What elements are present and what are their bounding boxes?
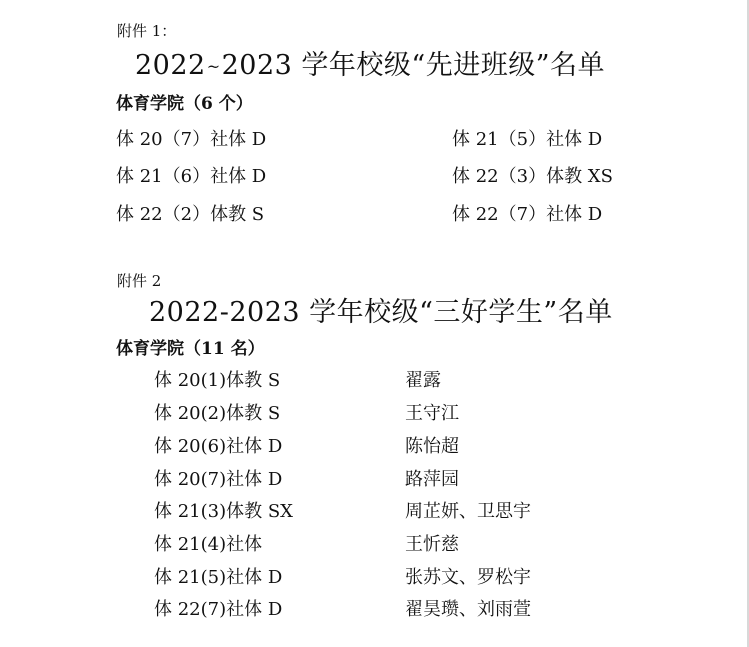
names-cell: 张苏文、罗松宇: [405, 567, 531, 588]
class-item: 体 21（5）社体 D: [452, 129, 603, 150]
names-cell: 翟露: [405, 370, 441, 391]
class-cell: 体 20(7)社体 D: [154, 469, 283, 490]
class-cell: 体 21(3)体教 SX: [154, 501, 293, 522]
class-cell: 体 20(2)体教 S: [154, 403, 281, 424]
names-cell: 王忻慈: [405, 534, 459, 555]
student-row: [0, 531, 749, 561]
attachment-1-label: 附件 1：: [117, 22, 177, 40]
student-row: [0, 433, 749, 463]
student-row: [0, 564, 749, 594]
class-item: 体 22（3）体教 XS: [452, 166, 613, 187]
names-cell: 翟昊瓒、刘雨萱: [405, 599, 531, 620]
class-item: 体 21（6）社体 D: [116, 166, 267, 187]
names-cell: 陈怡超: [405, 436, 459, 457]
class-item: 体 22（7）社体 D: [452, 204, 603, 225]
title-tilde: ~: [206, 57, 221, 76]
student-row: [0, 400, 749, 430]
names-cell: 王守江: [405, 403, 459, 424]
student-row: [0, 498, 749, 528]
names-cell: 周芷妍、卫思宇: [405, 501, 531, 522]
student-row: [0, 596, 749, 626]
class-cell: 体 22(7)社体 D: [154, 599, 283, 620]
attachment-1-title: [135, 50, 605, 83]
names-cell: 路萍园: [405, 469, 459, 490]
class-cell: 体 20(1)体教 S: [154, 370, 281, 391]
attachment-2-title: 2022-2023 学年校级“三好学生”名单: [149, 297, 613, 328]
student-row: [0, 466, 749, 496]
class-item: 体 20（7）社体 D: [116, 129, 267, 150]
class-cell: 体 21(5)社体 D: [154, 567, 283, 588]
attachment-2-college-heading: 体育学院（11 名）: [116, 339, 265, 359]
title-rest: 2023 学年校级“先进班级”名单: [221, 50, 606, 81]
attachment-2-label: 附件 2: [117, 272, 162, 290]
class-item: 体 22（2）体教 S: [116, 204, 265, 225]
class-cell: 体 21(4)社体: [154, 534, 263, 555]
student-row: [0, 367, 749, 397]
attachment-1-college-heading: 体育学院（6 个）: [116, 94, 253, 114]
title-year-start: 2022: [135, 50, 206, 81]
class-cell: 体 20(6)社体 D: [154, 436, 283, 457]
